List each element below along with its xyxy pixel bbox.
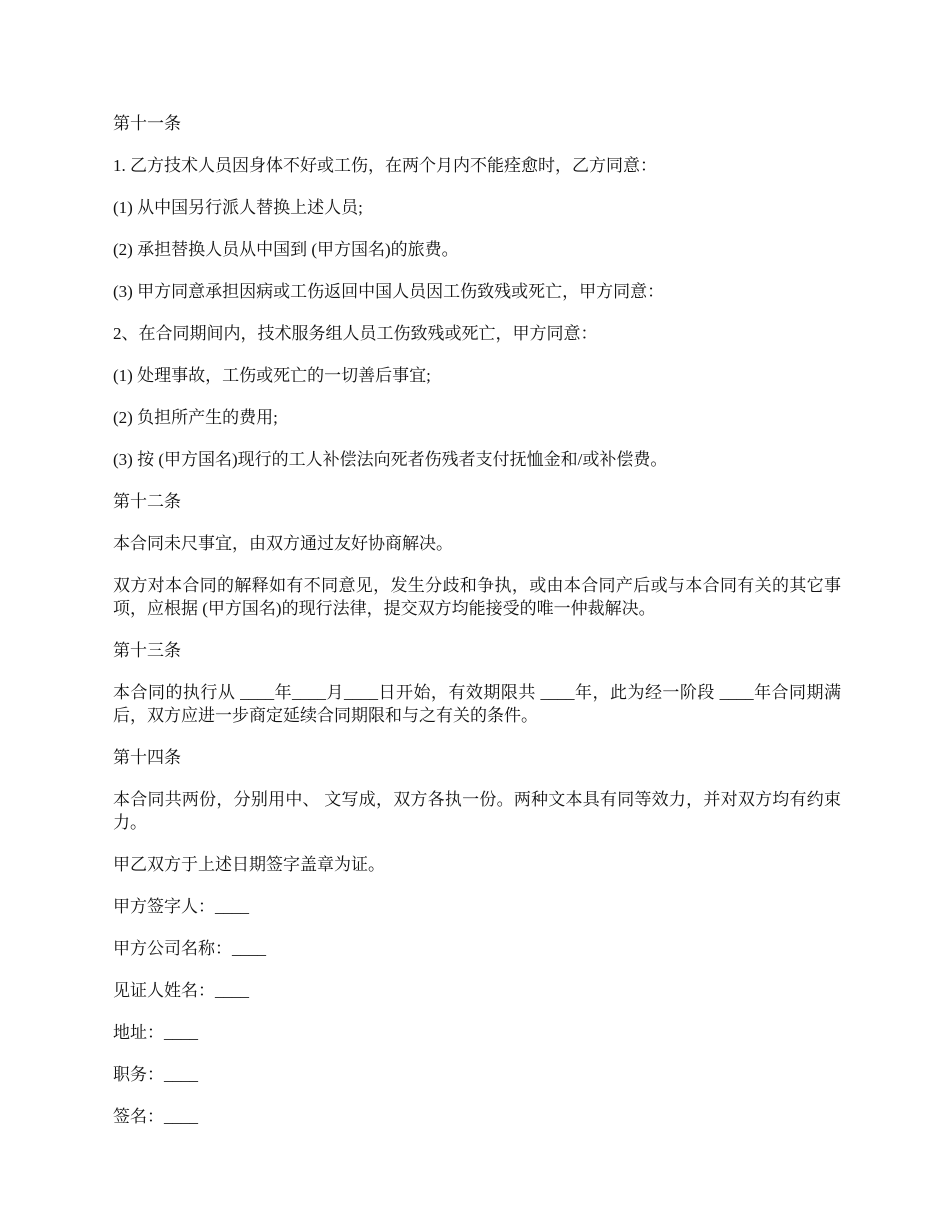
clause-1: 1. 乙方技术人员因身体不好或工伤，在两个月内不能痊愈时，乙方同意： (113, 156, 657, 175)
article-12-text-2: 双方对本合同的解释如有不同意见，发生分歧和争执，或由本合同产后或与本合同有关的其它事项，应根据 (甲方国名)的现行法律，提交双方均能接受的唯一仲裁解决。 (113, 576, 841, 618)
clause-2-item-2: (2) 负担所产生的费用; (113, 408, 278, 427)
article-13-text: 本合同的执行从 ____年____月____日开始，有效期限共 ____年，此为经一阶段 ____年合同期满后，双方应进一步商定延续合同期限和与之有关的条件。 (113, 683, 841, 725)
article-14-text: 本合同共两份，分别用中、 文写成，双方各执一份。两种文本具有同等效力，并对双方均有约束力。 (113, 790, 841, 832)
witness-name-field: 见证人姓名：____ (113, 981, 249, 1000)
clause-1-item-3: (3) 甲方同意承担因病或工伤返回中国人员因工伤致残或死亡，甲方同意： (113, 282, 665, 301)
clause-2-item-3: (3) 按 (甲方国名)现行的工人补偿法向死者伤残者支付抚恤金和/或补偿费。 (113, 450, 668, 469)
address-field: 地址：____ (113, 1023, 198, 1042)
document-page (113, 112, 841, 1147)
article-12-text-1: 本合同未尺事宜，由双方通过友好协商解决。 (113, 534, 453, 553)
article-14-heading: 第十四条 (113, 748, 181, 767)
party-a-signatory-field: 甲方签字人：____ (113, 897, 249, 916)
signature-field: 签名：____ (113, 1107, 198, 1126)
signing-statement: 甲乙双方于上述日期签字盖章为证。 (113, 855, 385, 874)
article-12-heading: 第十二条 (113, 492, 181, 511)
clause-2: 2、在合同期间内，技术服务组人员工伤致残或死亡，甲方同意： (113, 324, 598, 343)
clause-1-item-2: (2) 承担替换人员从中国到 (甲方国名)的旅费。 (113, 240, 459, 259)
article-11-heading: 第十一条 (113, 114, 181, 133)
party-a-company-field: 甲方公司名称：____ (113, 939, 266, 958)
clause-2-item-1: (1) 处理事故，工伤或死亡的一切善后事宜; (113, 366, 431, 385)
clause-1-item-1: (1) 从中国另行派人替换上述人员; (113, 198, 363, 217)
article-13-heading: 第十三条 (113, 641, 181, 660)
position-field: 职务：____ (113, 1065, 198, 1084)
